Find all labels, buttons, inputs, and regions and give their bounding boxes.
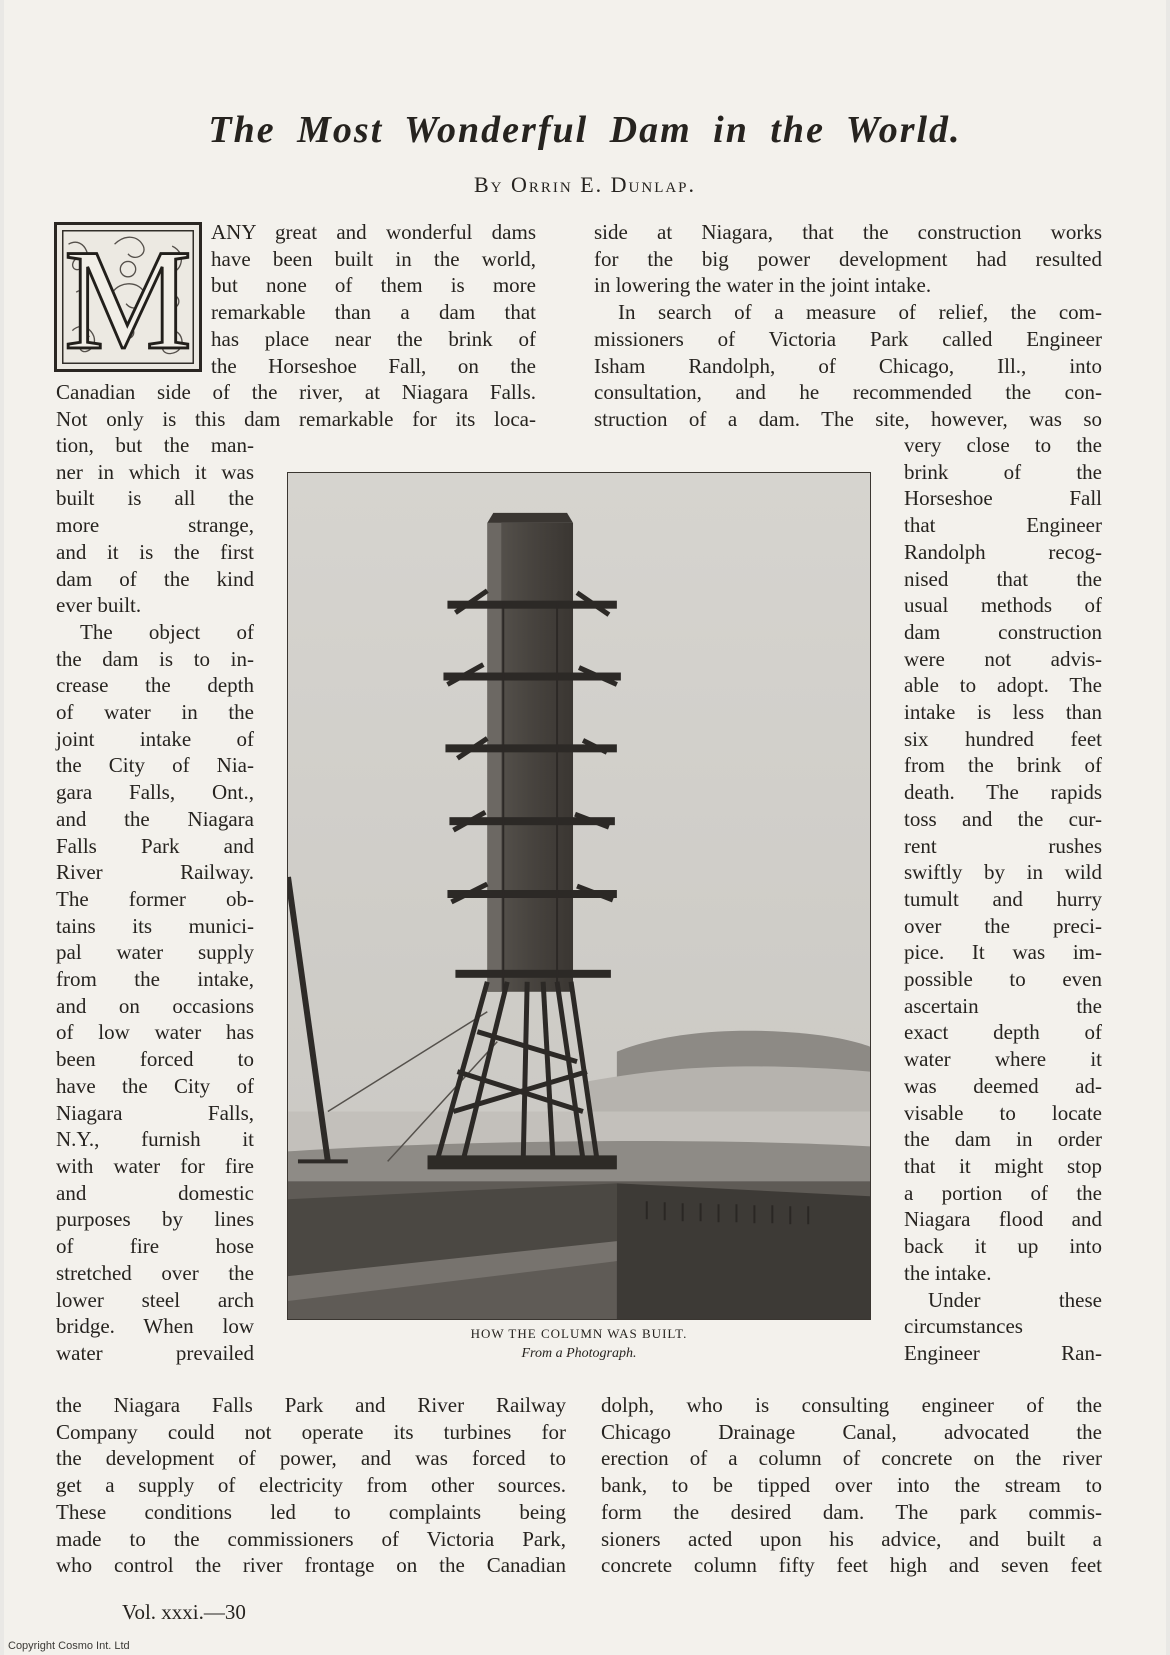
text-line: ever built. (56, 593, 142, 618)
text-line: a portion of the (904, 1180, 1102, 1205)
text-line: very close to the (904, 433, 1102, 457)
text-line: and domestic (56, 1180, 254, 1205)
article-title: The Most Wonderful Dam in the World. (208, 109, 962, 151)
text-line: have the City of (56, 1073, 254, 1098)
text-line: Not only is this dam remarkable for its loca- (56, 406, 536, 431)
text-line: ANY great and wonderful dams (211, 220, 536, 244)
photograph-concrete-column (287, 472, 871, 1320)
text-line: was deemed ad- (904, 1073, 1102, 1098)
text-line: Canadian side of the river, at Niagara Falls. (56, 380, 536, 404)
text-line: tains its munici- (56, 913, 254, 938)
text-line: usual methods of (904, 593, 1102, 618)
text-line: stretched over the (56, 1260, 254, 1285)
text-line: Niagara flood and (904, 1207, 1102, 1232)
text-line: more strange, (56, 513, 254, 538)
text-line: six hundred feet (904, 726, 1102, 751)
text-line: form the desired dam. The park commis- (601, 1499, 1102, 1524)
text-line: built is all the (56, 486, 254, 511)
text-line: Isham Randolph, of Chicago, Ill., into (594, 353, 1102, 378)
text-line: of water in the (56, 700, 254, 725)
text-line: and on occasions (56, 993, 254, 1018)
text-line: tumult and hurry (904, 886, 1102, 911)
left-column-wide (56, 379, 536, 432)
left-column-narrow (56, 432, 254, 1367)
text-line: lower steel arch (56, 1287, 254, 1312)
left-column-bottom (56, 1392, 566, 1579)
text-line: brink of the (904, 459, 1102, 484)
text-line: back it up into (904, 1234, 1102, 1259)
text-line: possible to even (904, 967, 1102, 992)
text-line: purposes by lines (56, 1207, 254, 1232)
text-line: circumstances (904, 1314, 1023, 1339)
text-line: The former ob- (56, 886, 254, 911)
text-line: remarkable than a dam that (211, 300, 536, 325)
text-line: Falls Park and (56, 833, 254, 858)
text-line: get a supply of electricity from other sources. (56, 1473, 566, 1498)
text-line: from the intake, (56, 967, 254, 992)
text-line: of low water has (56, 1020, 254, 1045)
text-line: and it is the first (56, 539, 254, 564)
text-line: of fire hose (56, 1234, 254, 1259)
text-line: nised that the (904, 566, 1102, 591)
svg-text:M: M (64, 225, 192, 369)
text-line: has place near the brink of (211, 326, 536, 351)
text-line: dam of the kind (56, 566, 254, 591)
text-line: exact depth of (904, 1020, 1102, 1045)
text-line: ner in which it was (56, 459, 254, 484)
text-line: been forced to (56, 1047, 254, 1072)
text-line: intake is less than (904, 700, 1102, 725)
text-line: consultation, and he recommended the con- (594, 380, 1102, 405)
text-line: tion, but the man- (56, 433, 254, 457)
text-line: gara Falls, Ont., (56, 780, 254, 805)
text-line: with water for fire (56, 1153, 254, 1178)
text-line: N.Y., furnish it (56, 1127, 254, 1152)
text-line: toss and the cur- (904, 806, 1102, 831)
text-line: from the brink of (904, 753, 1102, 778)
text-line: Randolph recog- (904, 539, 1102, 564)
text-line: struction of a dam. The site, however, was so (594, 406, 1102, 431)
magazine-page (4, 0, 1166, 1655)
text-line: ascertain the (904, 993, 1102, 1018)
text-line: bank, to be tipped over into the stream to (601, 1473, 1102, 1498)
text-line: These conditions led to complaints being (56, 1499, 566, 1524)
text-line: the Horseshoe Fall, on the (211, 353, 536, 378)
text-line: that Engineer (904, 513, 1102, 538)
byline: By Orrin E. Dunlap. (473, 172, 697, 197)
text-line: swiftly by in wild (904, 860, 1102, 885)
copyright-notice: Copyright Cosmo Int. Ltd (8, 1640, 130, 1652)
text-line: Company could not operate its turbines for (56, 1419, 566, 1444)
drop-cap-ornament (57, 225, 199, 369)
text-line: side at Niagara, that the construction works (594, 220, 1102, 244)
text-line: visable to locate (904, 1100, 1102, 1125)
text-line: Engineer Ran- (904, 1340, 1102, 1365)
text-line: pal water supply (56, 940, 254, 965)
text-line: rent rushes (904, 833, 1102, 858)
text-line: able to adopt. The (904, 673, 1102, 698)
text-line: pice. It was im- (904, 940, 1102, 965)
text-line: the intake. (904, 1260, 992, 1285)
text-line: the dam in order (904, 1127, 1102, 1152)
text-line: The object of (80, 619, 254, 644)
right-column-top (594, 219, 1102, 433)
text-line: Under these (928, 1287, 1102, 1312)
text-line: the dam is to in- (56, 646, 254, 671)
photo-illustration (288, 473, 870, 1319)
text-line: the development of power, and was forced to (56, 1446, 566, 1471)
text-line: for the big power development had resulted (594, 246, 1102, 271)
text-line: River Railway. (56, 860, 254, 885)
text-line: concrete column fifty feet high and seven feet (601, 1553, 1102, 1578)
text-line: In search of a measure of relief, the com- (618, 300, 1102, 325)
right-column-bottom (601, 1392, 1102, 1579)
text-line: Horseshoe Fall (904, 486, 1102, 511)
text-line: sioners acted upon his advice, and built a (601, 1526, 1102, 1551)
left-column-top (211, 219, 536, 379)
text-line: Niagara Falls, (56, 1100, 254, 1125)
text-line: in lowering the water in the joint intake. (594, 273, 932, 298)
text-line: made to the commissioners of Victoria Park, (56, 1526, 566, 1551)
text-line: were not advis- (904, 646, 1102, 671)
text-line: Chicago Drainage Canal, advocated the (601, 1419, 1102, 1444)
text-line: dam construction (904, 619, 1102, 644)
text-line: and the Niagara (56, 806, 254, 831)
text-line: water prevailed (56, 1340, 254, 1365)
text-line: joint intake of (56, 726, 254, 751)
text-line: bridge. When low (56, 1314, 254, 1339)
text-line: erection of a column of concrete on the river (601, 1446, 1102, 1471)
text-line: the Niagara Falls Park and River Railway (56, 1393, 566, 1417)
text-line: death. The rapids (904, 780, 1102, 805)
figure-credit: From a Photograph. (521, 1346, 637, 1361)
text-line: crease the depth (56, 673, 254, 698)
drop-cap-m (54, 222, 202, 372)
text-line: over the preci- (904, 913, 1102, 938)
right-column-narrow (904, 432, 1102, 1367)
text-line: that it might stop (904, 1153, 1102, 1178)
volume-folio: Vol. xxxi.—30 (122, 1600, 246, 1624)
text-line: missioners of Victoria Park called Engineer (594, 326, 1102, 351)
figure-caption: HOW THE COLUMN WAS BUILT. (470, 1326, 688, 1341)
text-line: dolph, who is consulting engineer of the (601, 1393, 1102, 1417)
text-line: but none of them is more (211, 273, 536, 298)
text-line: who control the river frontage on the Canadian (56, 1553, 566, 1578)
text-line: have been built in the world, (211, 246, 536, 271)
text-line: the City of Nia- (56, 753, 254, 778)
text-line: water where it (904, 1047, 1102, 1072)
